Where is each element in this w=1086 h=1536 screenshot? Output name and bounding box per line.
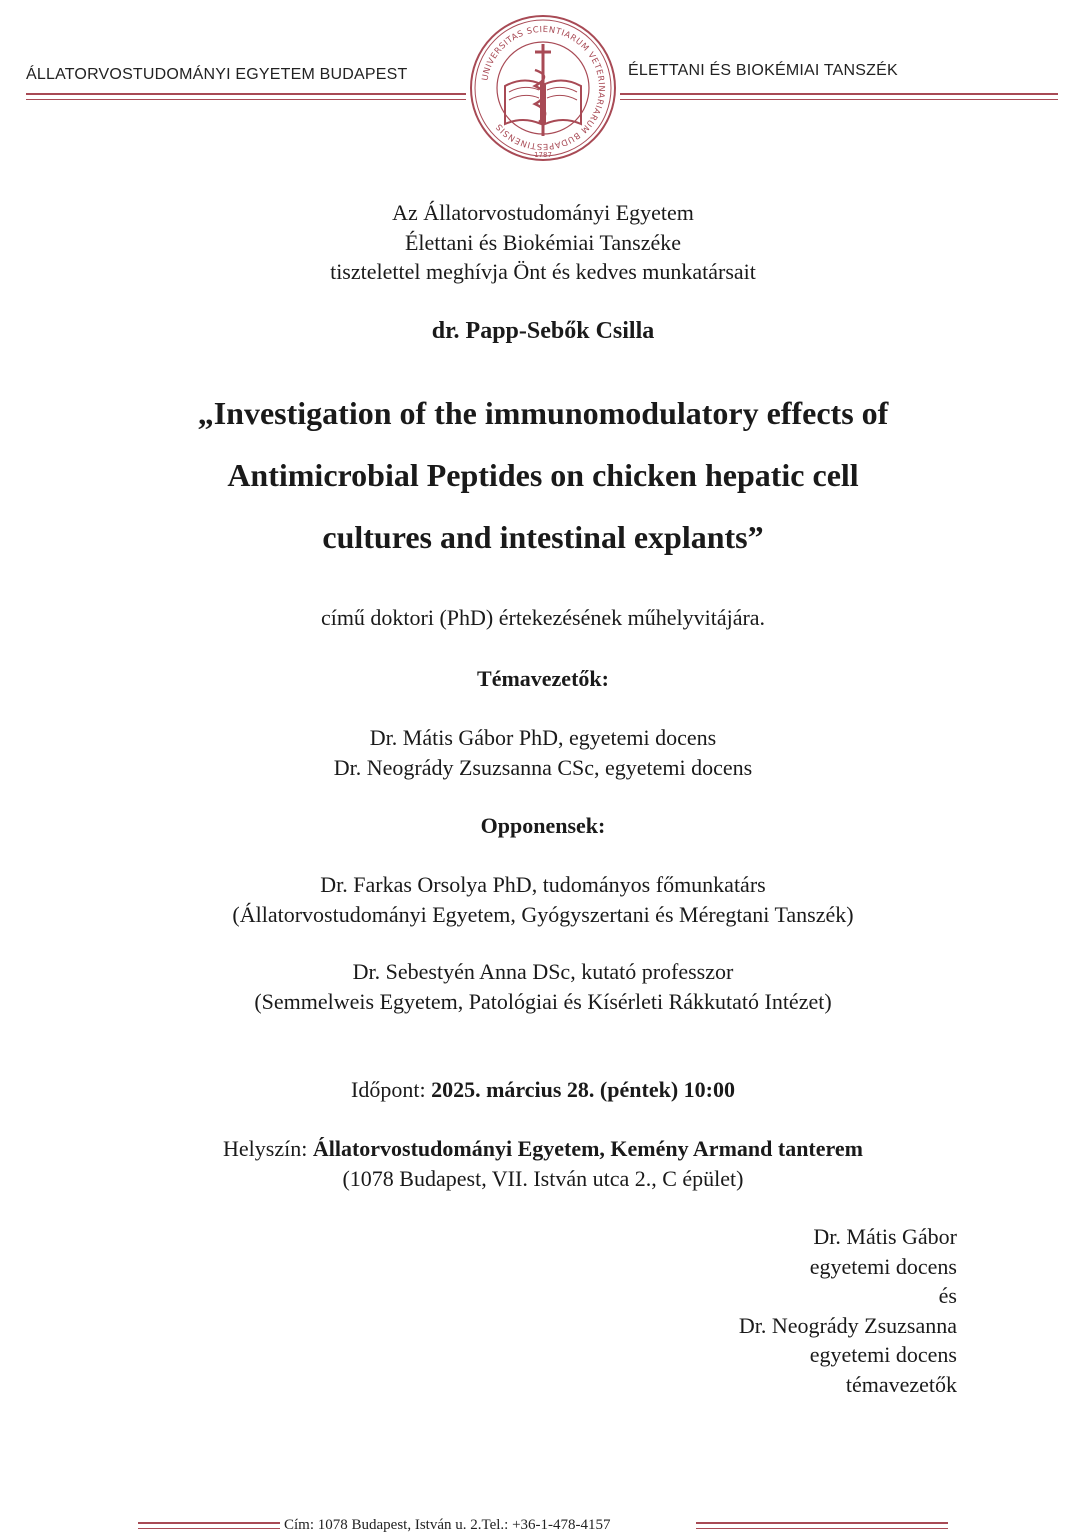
seal-arc-text: UNIVERSITAS SCIENTIARUM VETERINARIARUM BUDAPESTINENSIS — [479, 23, 608, 153]
supervisor-line: Dr. Neogrády Zsuzsanna CSc, egyetemi docens — [333, 754, 753, 780]
intro-line: Az Állatorvostudományi Egyetem — [392, 200, 694, 225]
supervisor-line: Dr. Mátis Gábor PhD, egyetemi docens — [369, 725, 717, 750]
signature-line: témavezetők — [845, 1371, 957, 1397]
title-line: cultures and intestinal explants” — [322, 519, 764, 555]
candidate-name: dr. Papp-Sebők Csilla — [431, 318, 655, 344]
title-line: „Investigation of the immunomodulatory effects of — [197, 395, 889, 431]
opponent-affiliation: (Semmelweis Egyetem, Patológiai és Kísérleti Rákkutató Intézet) — [254, 988, 832, 1014]
event-time — [0, 1075, 1086, 1105]
university-seal-logo — [469, 14, 617, 162]
header-rule-left-top — [26, 93, 466, 95]
time-value: 2025. március 28. (péntek) 10:00 — [431, 1077, 735, 1102]
opponents-heading: Opponensek: — [480, 813, 606, 838]
footer-rule-right-top — [696, 1522, 948, 1524]
invitation-intro — [0, 198, 1086, 287]
time-label: Időpont: — [351, 1077, 426, 1102]
signature-line: egyetemi docens — [809, 1342, 957, 1367]
footer-contact: Cím: 1078 Budapest, István u. 2.Tel.: +36-1-478-4157 — [284, 1517, 611, 1533]
footer-rule-right-bottom — [696, 1528, 948, 1529]
opponent-first — [0, 870, 1086, 929]
opponent-name: Dr. Sebestyén Anna DSc, kutató professzor — [352, 959, 734, 984]
header-rule-left-bottom — [26, 99, 466, 100]
opponent-affiliation: (Állatorvostudományi Egyetem, Gyógyszertani és Méregtani Tanszék) — [232, 901, 854, 927]
footer-rule-left-bottom — [138, 1528, 280, 1529]
signature-block — [739, 1222, 957, 1399]
place-value: Állatorvostudományi Egyetem, Kemény Armand tanterem — [312, 1136, 863, 1161]
footer-rule-left-top — [138, 1522, 280, 1524]
intro-line: Élettani és Biokémiai Tanszéke — [404, 229, 682, 255]
header-rule-right-bottom — [620, 99, 1058, 100]
opponent-name: Dr. Farkas Orsolya PhD, tudományos főmunkatárs — [320, 872, 766, 897]
event-place — [0, 1134, 1086, 1193]
title-line: Antimicrobial Peptides on chicken hepatic cell — [227, 457, 859, 493]
department-name: ÉLETTANI ÉS BIOKÉMIAI TANSZÉK — [628, 62, 898, 79]
header-rule-right-top — [620, 93, 1058, 95]
place-label: Helyszín: — [223, 1136, 308, 1161]
intro-line: tisztelettel meghívja Önt és kedves munkatársait — [330, 259, 756, 284]
event-description: című doktori (PhD) értekezésének műhelyvitájára. — [320, 605, 766, 630]
signature-line: Dr. Mátis Gábor — [813, 1224, 957, 1249]
supervisors-heading: Témavezetők: — [477, 666, 609, 691]
seal-year: 1787 — [534, 151, 552, 159]
thesis-title — [120, 382, 966, 568]
signature-line: és — [938, 1283, 957, 1308]
university-name: ÁLLATORVOSTUDOMÁNYI EGYETEM BUDAPEST — [26, 66, 408, 83]
signature-line: egyetemi docens — [809, 1253, 957, 1279]
opponent-second — [0, 957, 1086, 1016]
supervisors-list — [0, 723, 1086, 782]
place-address: (1078 Budapest, VII. István utca 2., C épület) — [342, 1165, 744, 1191]
signature-line: Dr. Neogrády Zsuzsanna — [738, 1312, 957, 1338]
